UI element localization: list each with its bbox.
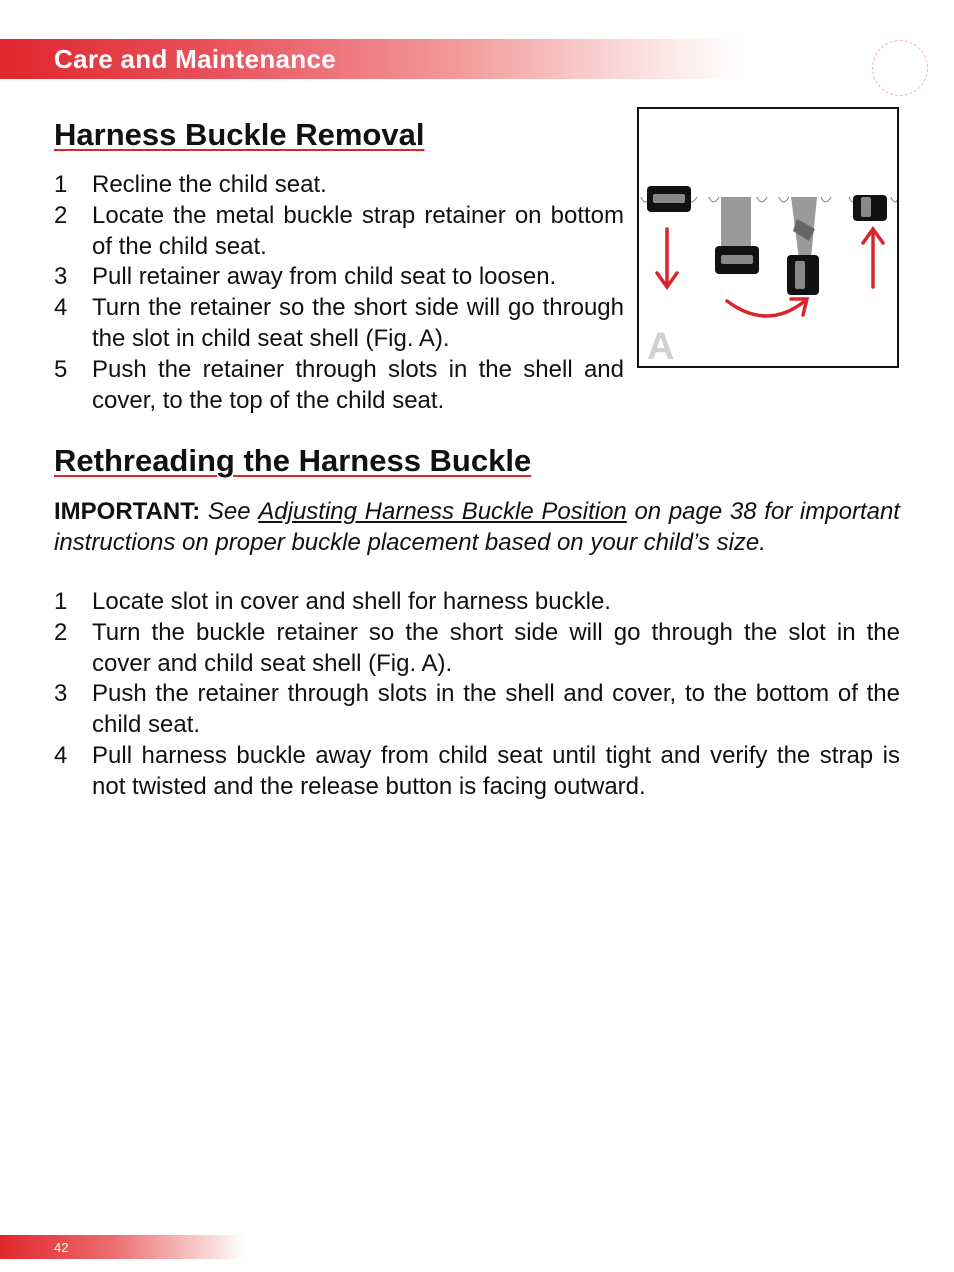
- step-text: Pull retainer away from child seat to loosen.: [92, 263, 557, 291]
- list-item: [54, 262, 624, 293]
- figure-a: [637, 107, 899, 368]
- section-title: Care and Maintenance: [54, 44, 336, 74]
- rethreading-steps-list: [54, 587, 900, 803]
- step-text: Push the retainer through slots in the shell and cover, to the bottom of the child seat.: [92, 680, 900, 739]
- figure-label: A: [647, 326, 675, 366]
- list-item: [54, 741, 900, 803]
- footer-band: [0, 1235, 245, 1259]
- step-text: Pull harness buckle away from child seat until tight and verify the strap is not twisted and the release button is facing outward.: [92, 741, 900, 800]
- buckle-rotation-illustration: [639, 109, 897, 366]
- important-text: on page 38 for important instructions on proper buckle placement based on your child’s size.: [54, 498, 900, 556]
- step-text: Recline the child seat.: [92, 171, 327, 198]
- step-text: Turn the retainer so the short side will go through the slot in child seat shell (Fig. A).: [92, 294, 624, 352]
- list-item: [54, 618, 900, 680]
- rethreading-heading: Rethreading the Harness Buckle: [54, 443, 532, 478]
- step-number: 1: [54, 171, 68, 198]
- step-number: 1: [54, 588, 68, 615]
- step-text: Push the retainer through slots in the shell and cover, to the top of the child seat.: [92, 355, 624, 414]
- list-item: [54, 355, 624, 417]
- step-number: 4: [54, 741, 68, 769]
- removal-steps-list: [54, 170, 624, 416]
- page-number: 42: [54, 1240, 69, 1255]
- list-item: [54, 293, 624, 355]
- list-item: [54, 587, 900, 618]
- step-text: Locate the metal buckle strap retainer on bottom of the child seat.: [92, 201, 624, 260]
- step-number: 2: [54, 201, 68, 229]
- step-number: 2: [54, 618, 68, 646]
- list-item: [54, 170, 624, 201]
- important-see: See: [207, 498, 251, 525]
- step-text: Locate slot in cover and shell for harness buckle.: [92, 588, 611, 615]
- removal-heading: Harness Buckle Removal: [54, 117, 425, 152]
- step-text: Turn the buckle retainer so the short side will go through the slot in the cover and child seat shell (Fig. A).: [92, 618, 900, 677]
- important-note: [54, 497, 900, 558]
- list-item: [54, 201, 624, 263]
- step-number: 5: [54, 355, 68, 383]
- step-number: 4: [54, 294, 68, 322]
- list-item: [54, 679, 900, 741]
- corner-decoration: [872, 40, 928, 96]
- adjusting-buckle-link[interactable]: Adjusting Harness Buckle Position: [258, 498, 627, 525]
- step-number: 3: [54, 680, 68, 708]
- important-label: IMPORTANT:: [54, 498, 201, 525]
- step-number: 3: [54, 263, 68, 291]
